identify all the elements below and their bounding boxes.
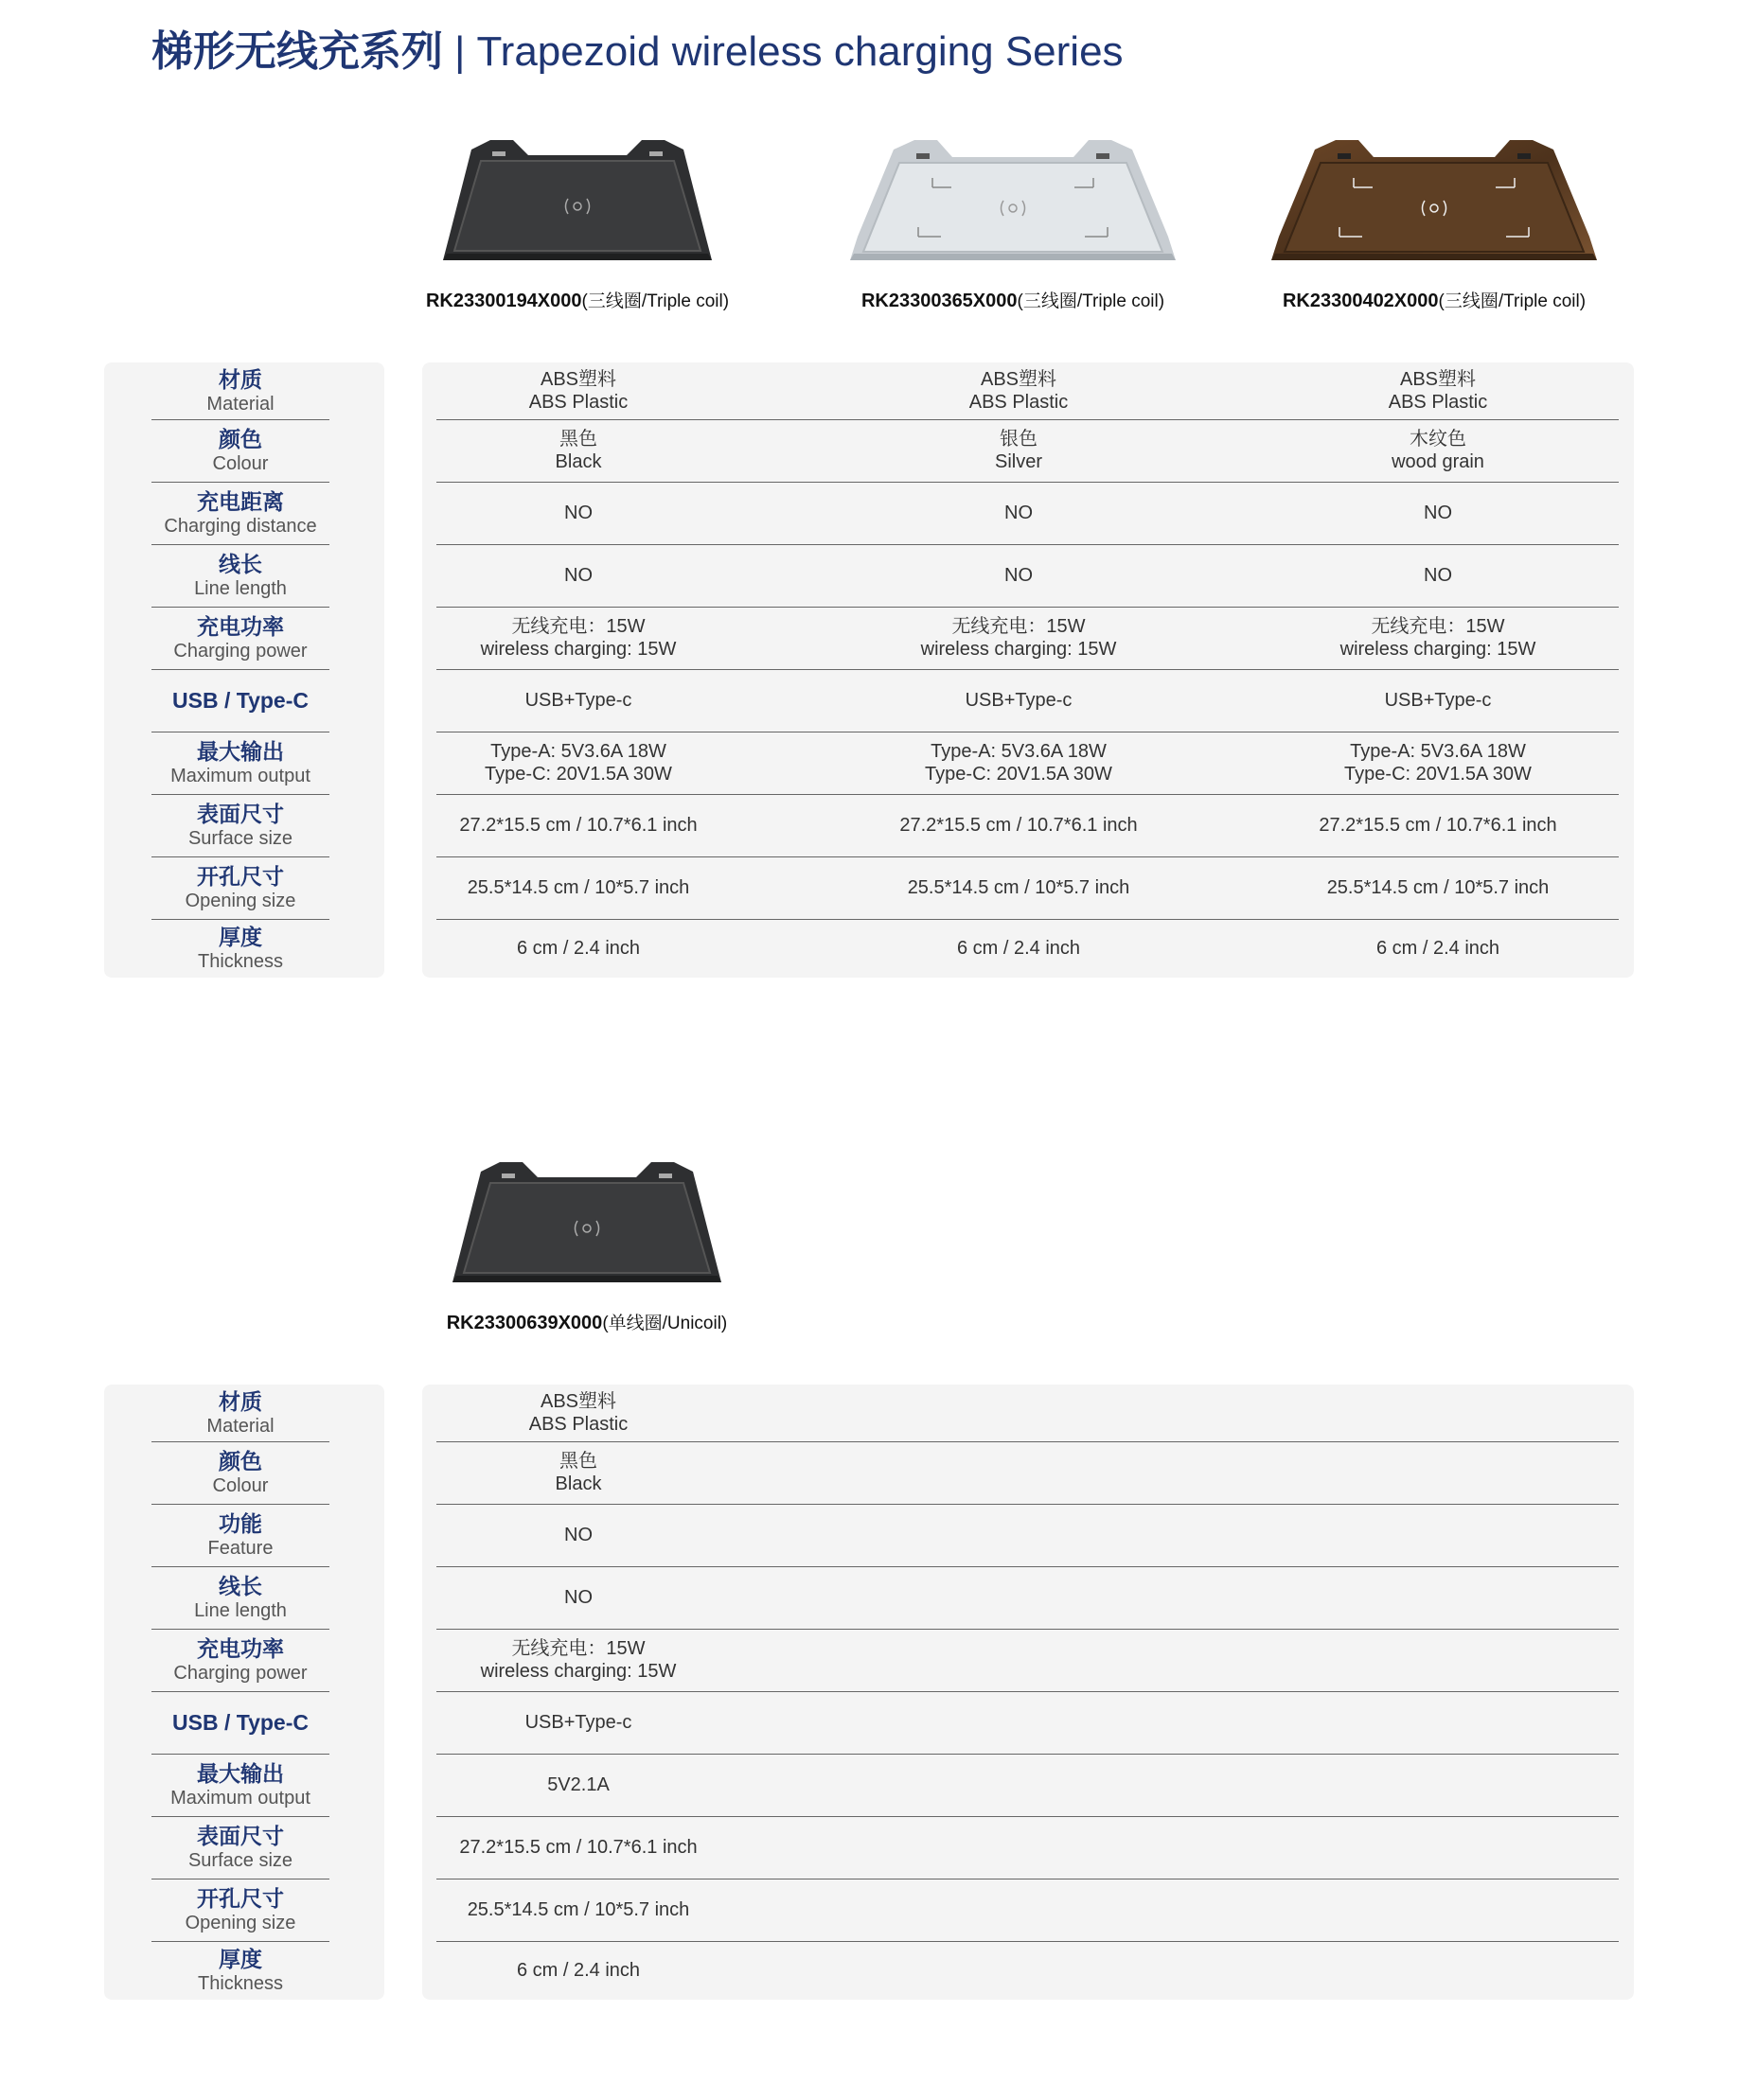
spec-cell: USB+Type-c (1384, 690, 1492, 711)
spec-cell: 27.2*15.5 cm / 10.7*6.1 inch (459, 815, 698, 836)
spec-cell: 无线充电：15W wireless charging: 15W (1339, 616, 1536, 660)
spec-row (436, 1441, 1619, 1505)
spec-cell: 25.5*14.5 cm / 10*5.7 inch (467, 877, 690, 898)
spec-cell: NO (1004, 503, 1033, 523)
spec-cell: 6 cm / 2.4 inch (956, 938, 1081, 959)
spec-cell: 27.2*15.5 cm / 10.7*6.1 inch (1319, 815, 1557, 836)
spec-label: 充电功率 Charging power (151, 1629, 329, 1692)
spec-row (436, 1629, 1619, 1692)
product-caption: RK23300402X000(三线圈/Triple coil) (1282, 291, 1587, 311)
spec-cell: 6 cm / 2.4 inch (516, 938, 641, 959)
spec-cell: 25.5*14.5 cm / 10*5.7 inch (907, 877, 1130, 898)
spec-row (436, 1385, 1619, 1442)
spec-row (436, 1879, 1619, 1942)
spec-label: 厚度 Thickness (197, 1946, 284, 1994)
spec-label: 最大输出 Maximum output (151, 732, 329, 795)
spec-cell: 6 cm / 2.4 inch (1375, 938, 1500, 959)
spec-row (436, 1754, 1619, 1817)
spec-label: 厚度 Thickness (197, 924, 284, 972)
spec-row (436, 1566, 1619, 1630)
spec-cell: NO (564, 565, 593, 586)
spec-row (436, 544, 1619, 608)
spec-label: 最大输出 Maximum output (151, 1754, 329, 1817)
spec-row (436, 919, 1619, 978)
spec-cell: 27.2*15.5 cm / 10.7*6.1 inch (459, 1837, 698, 1858)
spec-cell: 无线充电：15W wireless charging: 15W (920, 616, 1117, 660)
product-card (417, 132, 738, 312)
spec-row (436, 669, 1619, 732)
spec-cell: Type-A: 5V3.6A 18W Type-C: 20V1.5A 30W (1344, 741, 1532, 785)
wireless-tray-icon (1264, 132, 1605, 270)
page-title-zh: 梯形无线充系列 (151, 28, 443, 75)
product-caption: RK23300365X000(三线圈/Triple coil) (860, 291, 1165, 311)
spec-row (436, 607, 1619, 670)
spec-cell: ABS塑料 ABS Plastic (1388, 369, 1488, 413)
spec-label: 材质 Material (151, 362, 329, 420)
spec-cell: 黑色 Black (555, 1451, 602, 1494)
wireless-tray-icon (417, 1155, 757, 1292)
wireless-tray-icon (417, 132, 738, 270)
page-title-en: Trapezoid wireless charging Series (476, 28, 1124, 75)
title-separator: | (454, 28, 466, 75)
spec-cell: NO (1004, 565, 1033, 586)
spec-label: 材质 Material (151, 1385, 329, 1442)
spec-label: 开孔尺寸 Opening size (151, 1879, 329, 1942)
spec-row (436, 794, 1619, 857)
spec-row (436, 1816, 1619, 1879)
spec-label: 颜色 Colour (151, 1441, 329, 1505)
spec-label: 充电距离 Charging distance (151, 482, 329, 545)
spec-label: 开孔尺寸 Opening size (151, 856, 329, 920)
spec-value-panel (422, 362, 1634, 978)
product-card (842, 132, 1183, 312)
spec-cell: USB+Type-c (965, 690, 1073, 711)
spec-cell: 6 cm / 2.4 inch (516, 1960, 641, 1981)
spec-cell: NO (564, 1587, 593, 1608)
spec-cell: USB+Type-c (524, 690, 632, 711)
spec-cell: Type-A: 5V3.6A 18W Type-C: 20V1.5A 30W (485, 741, 672, 785)
spec-label: 颜色 Colour (151, 419, 329, 483)
spec-row (436, 419, 1619, 483)
spec-cell: USB+Type-c (524, 1712, 632, 1733)
product-card (417, 1155, 757, 1334)
spec-row (436, 1504, 1619, 1567)
spec-cell: 5V2.1A (547, 1774, 610, 1795)
spec-cell: 无线充电：15W wireless charging: 15W (480, 616, 677, 660)
spec-label: 功能 Feature (151, 1504, 329, 1567)
spec-label: 线长 Line length (151, 1566, 329, 1630)
spec-cell: 黑色 Black (555, 429, 602, 472)
wireless-tray-icon (842, 132, 1183, 270)
spec-label: 表面尺寸 Surface size (151, 1816, 329, 1879)
product-caption: RK23300194X000(三线圈/Triple coil) (425, 291, 730, 311)
spec-row (436, 856, 1619, 920)
page-title (151, 17, 1124, 78)
product-card (1264, 132, 1605, 312)
spec-label: USB / Type-C (151, 669, 329, 732)
spec-label: 线长 Line length (151, 544, 329, 608)
spec-cell: 银色 Silver (994, 429, 1042, 472)
spec-label: 充电功率 Charging power (151, 607, 329, 670)
spec-value-panel (422, 1385, 1634, 2000)
spec-cell: NO (564, 1525, 593, 1545)
spec-cell: Type-A: 5V3.6A 18W Type-C: 20V1.5A 30W (925, 741, 1112, 785)
spec-cell: 木纹色 wood grain (1392, 429, 1484, 472)
spec-label: 表面尺寸 Surface size (151, 794, 329, 857)
spec-cell: ABS塑料 ABS Plastic (528, 369, 629, 413)
spec-cell: NO (1424, 565, 1452, 586)
spec-cell: 无线充电：15W wireless charging: 15W (480, 1638, 677, 1682)
spec-row (436, 1941, 1619, 2000)
spec-row (436, 362, 1619, 420)
spec-label: USB / Type-C (151, 1691, 329, 1755)
spec-label-panel (104, 362, 384, 978)
product-caption: RK23300639X000(单线圈/Unicoil) (446, 1313, 728, 1333)
spec-row (436, 1691, 1619, 1755)
spec-cell: 27.2*15.5 cm / 10.7*6.1 inch (899, 815, 1138, 836)
spec-cell: ABS塑料 ABS Plastic (968, 369, 1069, 413)
spec-cell: ABS塑料 ABS Plastic (528, 1391, 629, 1435)
spec-row (436, 732, 1619, 795)
spec-cell: NO (564, 503, 593, 523)
spec-cell: 25.5*14.5 cm / 10*5.7 inch (467, 1899, 690, 1920)
spec-row (436, 482, 1619, 545)
spec-cell: NO (1424, 503, 1452, 523)
spec-cell: 25.5*14.5 cm / 10*5.7 inch (1326, 877, 1550, 898)
spec-label-panel (104, 1385, 384, 2000)
